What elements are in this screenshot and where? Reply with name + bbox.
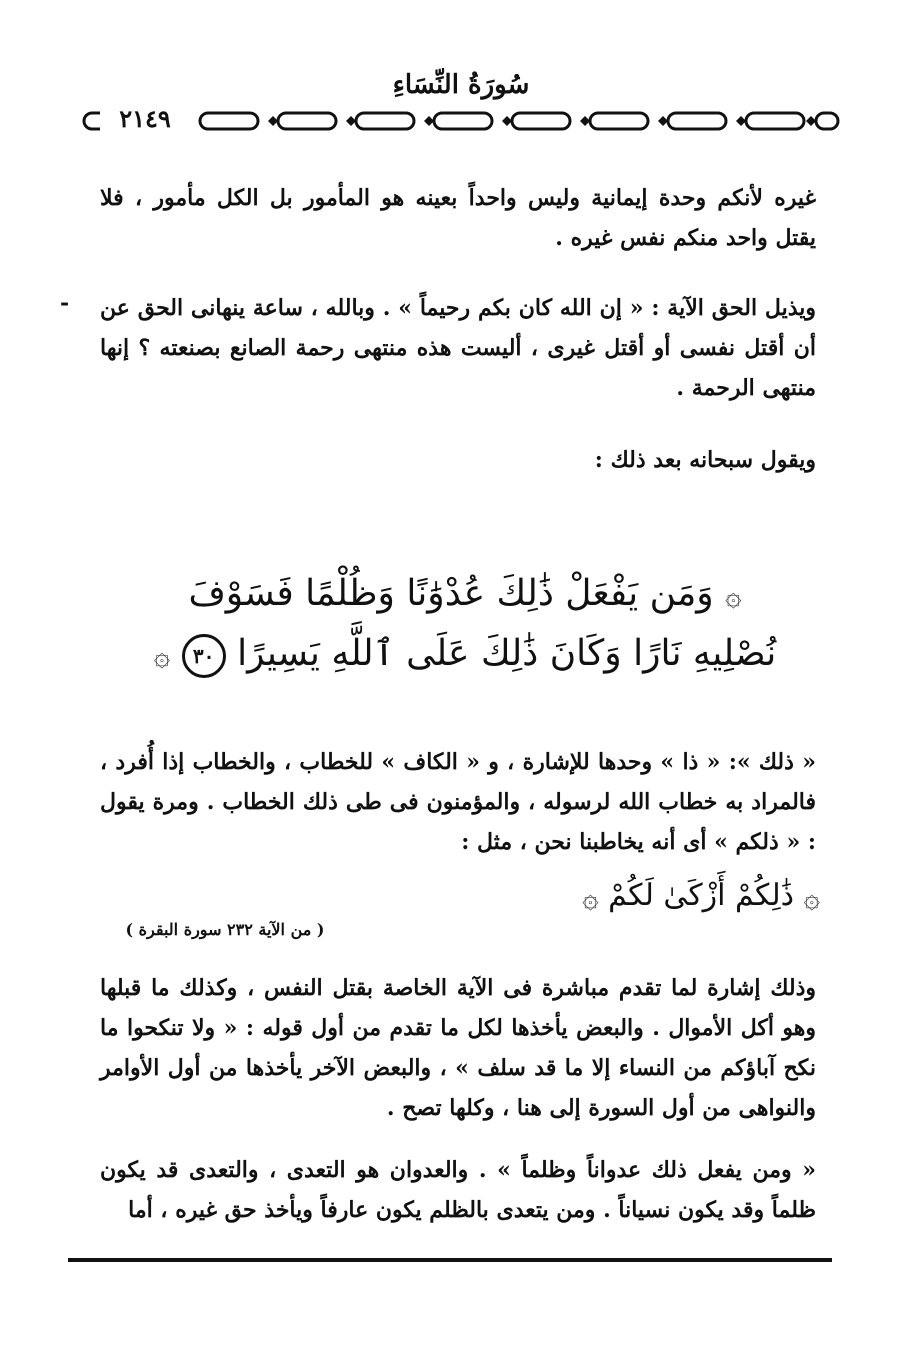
verse-line-1: [140, 565, 790, 625]
ayah-number-badge: ٣٠: [182, 634, 226, 678]
paragraph-3: ويقول سبحانه بعد ذلك :: [594, 447, 816, 473]
footer-rule: [68, 1258, 832, 1262]
explanation-paragraph: « ذلك »: « ذا » وحدها للإشارة ، و « الكاف » للخطاب ، والخطاب إذا أُفرد ، فالمراد به خطاب الله لرسوله ، والمؤمنون فى طى ذلك الخطاب . ومرة يقول : « ذلكم » أى أنه يخاطبنا نحن ، مثل :: [100, 749, 816, 855]
verse-open-ornament-icon: ۞: [725, 579, 742, 612]
short-quote-verse: [560, 878, 820, 914]
page-number: ٢١٤٩: [100, 104, 190, 133]
margin-mark: -: [60, 290, 70, 316]
paragraph-1: غيره لأنكم وحدة إيمانية وليس واحداً بعينه هو المأمور بل الكل مأمور ، فلا يقتل واحد منكم نفس غيره .: [100, 185, 816, 251]
verse-citation: ( من الآية ٢٣٢ سورة البقرة ): [125, 920, 325, 939]
paragraph-5: « ومن يفعل ذلك عدواناً وظلماً » . والعدوان هو التعدى ، والتعدى قد يكون ظلماً وقد يكون نسياناً . ومن يتعدى بالظلم يكون عارفاً ويأخذ حق غيره ، أما: [100, 1157, 816, 1223]
verse-text-2: نُصْلِيهِ نَارًا وَكَانَ ذَٰلِكَ عَلَى ٱللَّهِ يَسِيرًا: [237, 633, 777, 674]
quran-verse: [140, 565, 790, 685]
verse-text-1: وَمَن يَفْعَلْ ذَٰلِكَ عُدْوَٰنًا وَظُلْمًا فَسَوْفَ: [188, 573, 714, 614]
quote-open-ornament-icon: ۞: [803, 880, 820, 914]
surah-title: سُورَةُ النِّسَاءِ: [392, 70, 530, 100]
paragraph-4: وذلك إشارة لما تقدم مباشرة فى الآية الخاصة بقتل النفس ، وكذلك ما قبلها وهو أكل الأموال . والبعض يأخذها لكل ما تقدم من أول قوله : « ولا تنكحوا ما نكح آباؤكم من النساء إلا ما قد سلف » ، والبعض الآخر يأخذها من أول الأوامر والنواهى من أول السورة إلى هنا ، وكلها تصح .: [100, 975, 816, 1121]
header-ornament-band: [80, 108, 842, 134]
quote-close-ornament-icon: ۞: [582, 880, 599, 914]
verse-close-ornament-icon: ۞: [153, 639, 171, 672]
paragraph-2: ويذيل الحق الآية : « إن الله كان بكم رحيماً » . وبالله ، ساعة ينهانى الحق عن أن أقتل نفسى أو أقتل غيرى ، أليست هذه منتهى رحمة الصانع بصنعته ؟ إنها منتهى الرحمة .: [100, 295, 816, 401]
verse-line-2: [140, 625, 790, 685]
short-verse-text: ذَٰلِكُمْ أَزْكَىٰ لَكُمْ: [608, 878, 795, 913]
